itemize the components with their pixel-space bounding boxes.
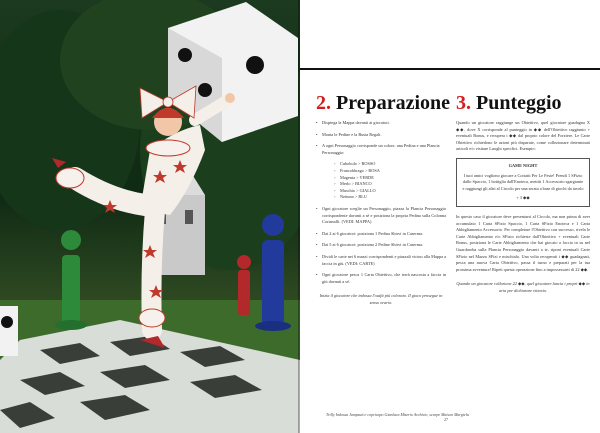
photo-credit: Trilly Indossa Jumpsuit e copricapo Gianluca Miserio Archivio, scarpe Maison Margiela (326, 412, 469, 417)
box-score: + 3 ◆◆ (516, 195, 530, 201)
section-heading (456, 92, 590, 114)
example-objective-box (456, 158, 590, 207)
list-item: ◦ Nettuno > BLU (334, 194, 446, 201)
bullet-item: • Ogni giocatore pesca 1 Carta Obiettivo, che terrà nascosta a faccia in giù davanti a sé. (316, 272, 446, 285)
closing-note: Inizia il giocatore che indossa l'outfit più colorato. Il gioco prosegue in senso orario. (319, 293, 443, 305)
top-rule (300, 68, 600, 70)
section-punteggio (456, 92, 590, 299)
section-title: Preparazione (336, 92, 451, 114)
list-item: ◦ Merlo > BIANCO (334, 181, 446, 188)
page-number: 27 (444, 417, 448, 422)
small-die (0, 306, 18, 356)
section-number: 3. (456, 92, 471, 114)
body-paragraph: In questo caso il giocatore deve presentarsi al Circolo, ma non prima di aver accumulato 1 Carta SFizio Spaccio, 1 Carta SFizio Enoteca e 1 Carta Abbigliamento Accessorio. Per completare l'Obiettivo con successo, rivela le Carte Abbigliamento e/o SFizio richieste dall'Obiettivo + eventuali Carte Bonus, posiziona le Carte Abbigliamento che hai giocato a faccia in su nel Guardaroba sulla Plancia Personaggio davanti a te, riponi eventuali Carte SFizio nel Mazzo SFizi e mischialo. Una volta recuperati i ◆◆ guadagnati, pesca una nuova Carta Obiettivo, passa il turno e preparati per la tua prossima avventura! Ripeti questa operazione fino a impossessarti di 22 ◆◆. (456, 213, 590, 272)
character-color-list (334, 161, 446, 201)
bullet-item: • Dividi le carte nei 6 mazzi corrispondenti e piazzali vicino alla Mappa a faccia in giù. (VEDI: CARTE) (316, 254, 446, 267)
list-item: ◦ Muschio > GIALLO (334, 188, 446, 195)
closing-note: Quando un giocatore collezione 22 ◆◆, quel giocatore lancia i propri ◆◆ in aria per dichiarare vittoria. (456, 281, 590, 293)
section-preparazione (316, 92, 451, 311)
section-heading (316, 92, 451, 114)
list-item: ◦ Cubobolo > ROSSO (334, 161, 446, 168)
section-number: 2. (316, 92, 331, 114)
red-pawn (237, 255, 251, 315)
box-title: GAME NIGHT (508, 162, 538, 168)
bullet-item: • Ogni giocatore sceglie un Personaggio, piazza la Plancia Personaggio corrispondente davanti a sé e posiziona la propria Pedina sulla Colonna Corianolli. (VEDI: MAPPA) (316, 206, 446, 226)
bullet-item: • A ogni Personaggio corrisponde un colore, una Pedina e una Plancia Personaggio: (316, 143, 446, 156)
section-title: Punteggio (476, 92, 562, 114)
bullet-item: • Dispiega la Mappa davanti ai giocatori. (316, 120, 446, 127)
bullet-item: • Dai 5 ai 6 giocatori: posiziona 2 Pedine Shirvi in Caserma. (316, 242, 446, 249)
intro-paragraph: Quando un giocatore raggiunge un Obiettivo, quel giocatore guadagna X ◆◆, dove X corrisponde al punteggio in ◆◆ dell'Obiettivo raggiunto + eventuali Bonus, e recupera i ◆◆ dal proprio colore del Forziere. Le Carte Obiettivo richiedono le azioni più disparate, come collezionare determinati articoli e/o visitare Luoghi specifici. Esempio: (456, 120, 590, 152)
bullet-item: • Dai 2 ai 6 giocatori: posiziona 1 Pedina Shirvi in Caserma. (316, 231, 446, 238)
list-item: ◦ Francobbrago > ROSA (334, 168, 446, 175)
box-text: I tuoi amici vogliono giocare a Coriatti Per Le Feste! Prendi 1 SFizio dallo Spaccio, 1 bottiglia dall'Enoteca, mettiti 1 Accessorio sgargiante e raggiungi gli altri al Circolo per una serata a base di giochi da tavolo (462, 172, 584, 191)
list-item: ◦ Magenta > VERDE (334, 175, 446, 182)
bullet-item: • Monta le Pedine e la Busta Regali. (316, 132, 446, 139)
